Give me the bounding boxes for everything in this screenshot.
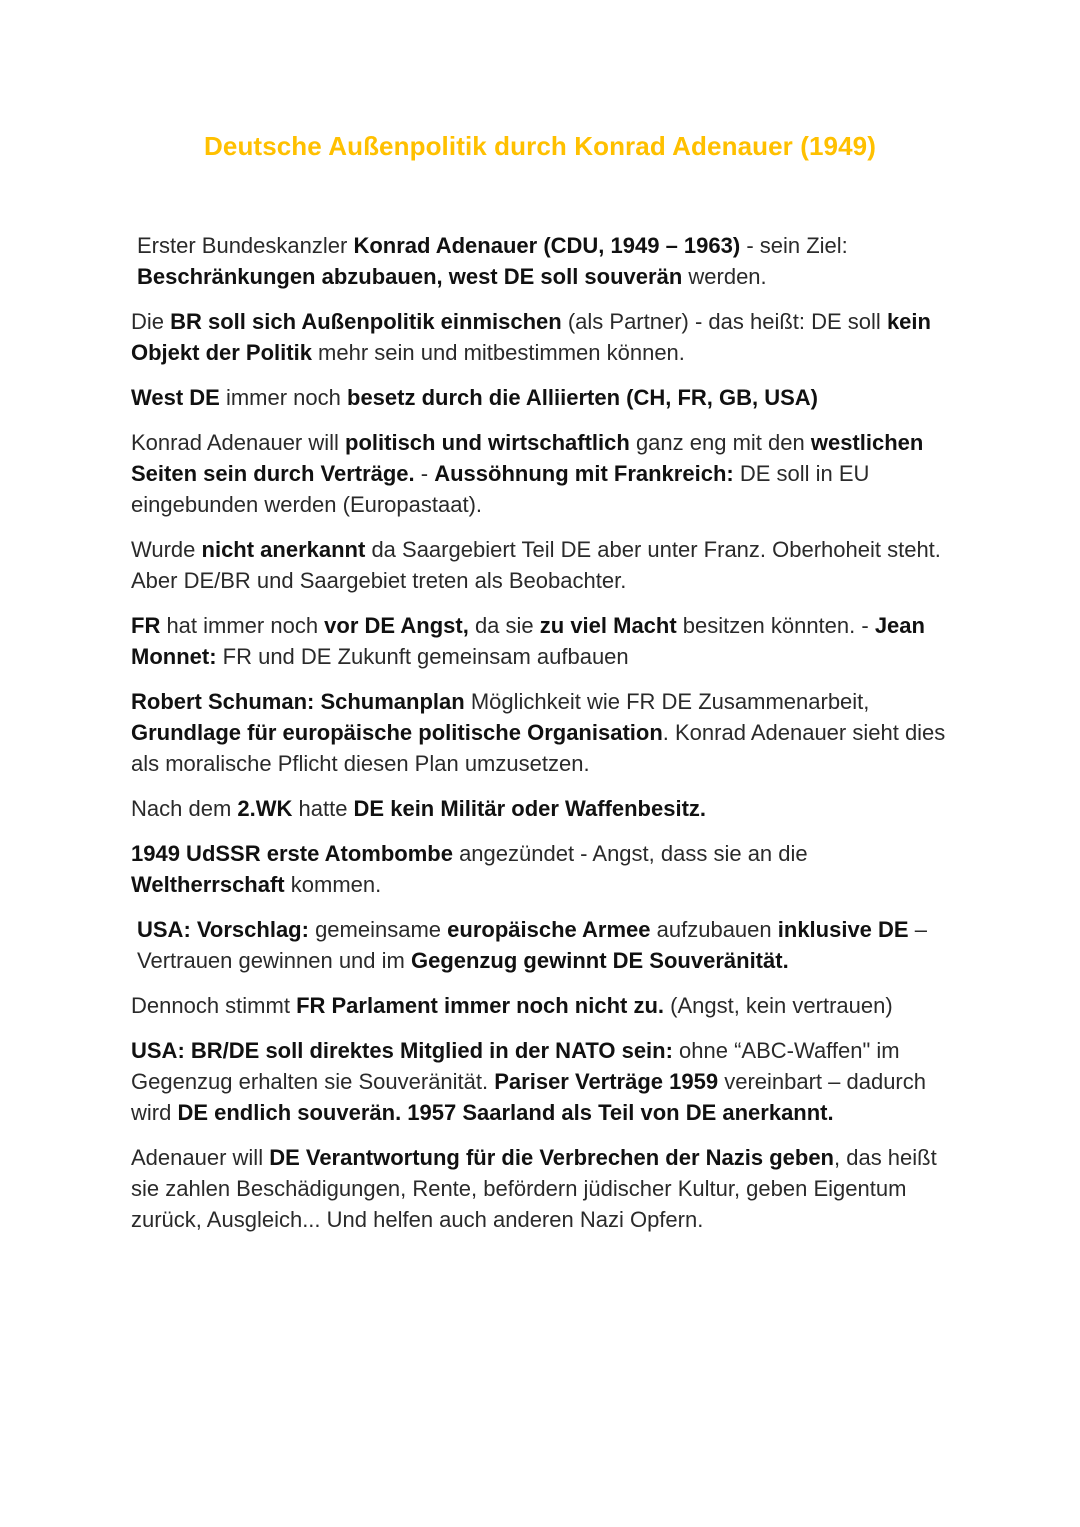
text: Erster Bundeskanzler <box>137 233 354 258</box>
bold-text: zu viel Macht <box>539 613 677 638</box>
text: angezündet - Angst, dass sie an die <box>452 841 808 866</box>
text: besitzen könnten. - <box>676 613 875 638</box>
text: DE soll in EU eingebunden werden (Europastaat). <box>131 461 870 517</box>
text: FR und DE Zukunft gemeinsam aufbauen <box>216 644 629 669</box>
paragraph <box>131 838 946 900</box>
text: (Angst, kein vertrauen) <box>664 993 893 1018</box>
bold-text: Robert Schuman: Schumanplan <box>131 689 465 714</box>
text: – Vertrauen gewinnen und im <box>137 917 927 973</box>
text: Wurde <box>131 537 202 562</box>
bold-text: DE kein Militär oder Waffenbesitz. <box>353 796 707 821</box>
bold-text: Beschränkungen abzubauen, west DE soll souverän <box>137 264 683 289</box>
text: Nach dem <box>131 796 238 821</box>
bold-text: Aussöhnung mit Frankreich: <box>434 461 734 486</box>
text: Adenauer will <box>131 1145 270 1170</box>
text: da sie <box>468 613 540 638</box>
text: (als Partner) - das heißt: DE soll <box>561 309 887 334</box>
text: Möglichkeit wie FR DE Zusammenarbeit, <box>464 689 870 714</box>
paragraph <box>131 914 946 976</box>
paragraph <box>131 686 946 779</box>
bold-text: DE Verantwortung für die Verbrechen der Nazis geben <box>269 1145 834 1170</box>
text: kommen. <box>284 872 382 897</box>
paragraph <box>131 306 946 368</box>
paragraph <box>131 534 946 596</box>
bold-text: politisch und wirtschaftlich <box>345 430 630 455</box>
bold-text: BR soll sich Außenpolitik einmischen <box>170 309 562 334</box>
bold-text: USA: Vorschlag: <box>137 917 309 942</box>
text: Dennoch stimmt <box>131 993 297 1018</box>
bold-text: Pariser Verträge 1959 <box>494 1069 719 1094</box>
text: , das heißt sie zahlen Beschädigungen, Rente, befördern jüdischer Kultur, geben Eigentum zurück, Ausgleich... Und helfen auch anderen Nazi Opfern. <box>131 1145 937 1232</box>
bold-text: West DE <box>131 385 220 410</box>
bold-text: europäische Armee <box>447 917 651 942</box>
bold-text: DE endlich souverän. 1957 Saarland als Teil von DE anerkannt. <box>177 1100 834 1125</box>
bold-text: nicht anerkannt <box>201 537 366 562</box>
text: immer noch <box>219 385 347 410</box>
text: Die <box>131 309 171 334</box>
text: werden. <box>682 264 767 289</box>
text: Konrad Adenauer will <box>131 430 346 455</box>
paragraph <box>131 610 946 672</box>
bold-text: FR Parlament immer noch nicht zu. <box>296 993 665 1018</box>
bold-text: Weltherrschaft <box>131 872 285 897</box>
text: aufzubauen <box>650 917 778 942</box>
bold-text: westlichen Seiten sein durch Verträge. <box>131 430 924 486</box>
text: - <box>414 461 435 486</box>
bold-text: 2.WK <box>237 796 293 821</box>
bold-text: Jean Monnet: <box>131 613 925 669</box>
text: mehr sein und mitbestimmen können. <box>311 340 685 365</box>
paragraph <box>131 1035 946 1128</box>
paragraph <box>131 427 946 520</box>
page-title: Deutsche Außenpolitik durch Konrad Adenauer (1949) <box>204 131 876 161</box>
paragraph <box>131 793 946 824</box>
paragraph <box>131 990 946 1021</box>
bold-text: Gegenzug gewinnt DE Souveränität. <box>410 948 789 973</box>
bold-text: 1949 UdSSR erste Atombombe <box>131 841 453 866</box>
text: . Konrad Adenauer sieht dies als moralische Pflicht diesen Plan umzusetzen. <box>131 720 946 776</box>
bold-text: vor DE Angst, <box>324 613 469 638</box>
bold-text: FR <box>131 613 161 638</box>
bold-text: USA: BR/DE soll direktes Mitglied in der NATO sein: <box>131 1038 673 1063</box>
text: hatte <box>292 796 354 821</box>
paragraph <box>131 1142 946 1235</box>
text: vereinbart – dadurch wird <box>131 1069 926 1125</box>
bold-text: Konrad Adenauer (CDU, 1949 – 1963) <box>353 233 741 258</box>
text: ganz eng mit den <box>629 430 811 455</box>
bold-text: kein Objekt der Politik <box>131 309 931 365</box>
text: gemeinsame <box>308 917 448 942</box>
paragraph <box>131 382 946 413</box>
text: ohne “ABC-Waffen" im Gegenzug erhalten sie Souveränität. <box>131 1038 900 1094</box>
paragraph <box>131 230 946 292</box>
bold-text: Grundlage für europäische politische Organisation <box>131 720 663 745</box>
bold-text: inklusive DE <box>777 917 909 942</box>
document-body <box>131 230 946 1249</box>
text: - sein Ziel: <box>740 233 848 258</box>
bold-text: besetz durch die Alliierten (CH, FR, GB, USA) <box>347 385 819 410</box>
text: da Saargebiert Teil DE aber unter Franz. Oberhoheit steht. Aber DE/BR und Saargebiet treten als Beobachter. <box>131 537 941 593</box>
text: hat immer noch <box>160 613 325 638</box>
